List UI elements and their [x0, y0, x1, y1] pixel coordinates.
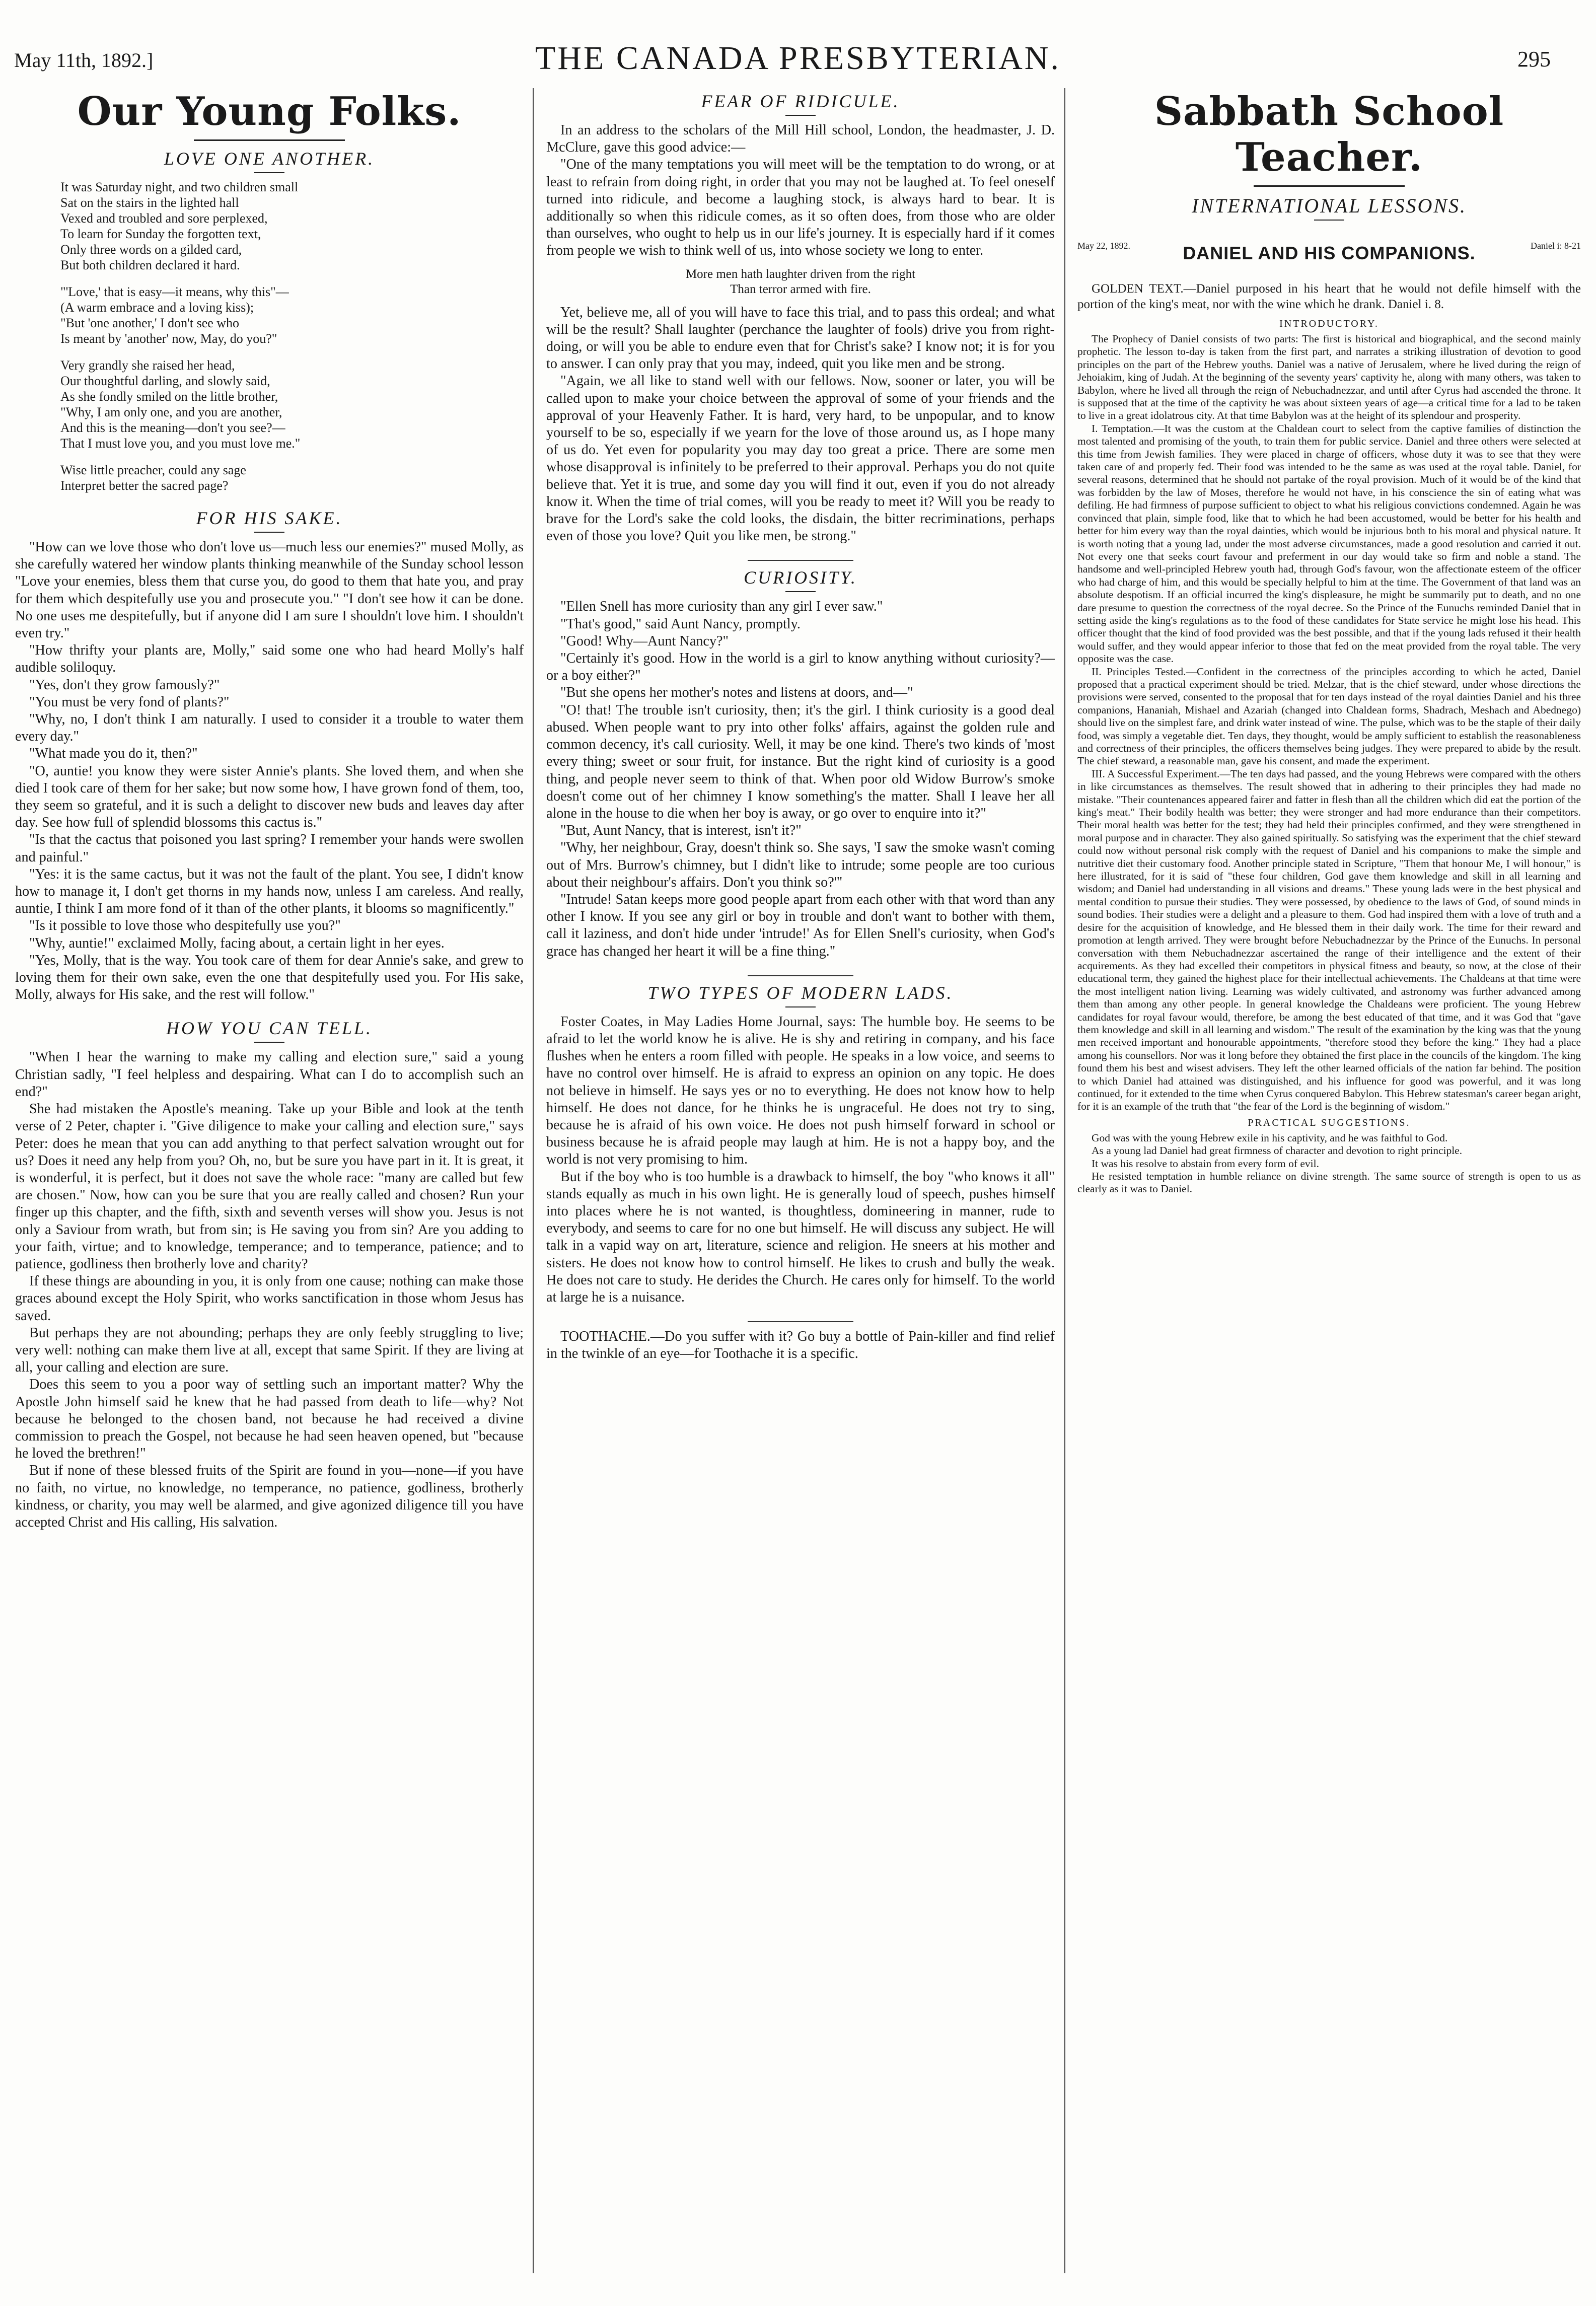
- issue-date: May 11th, 1892.]: [14, 49, 154, 71]
- lesson-date: May 22, 1892.: [1077, 241, 1130, 251]
- paragraph: "But she opens her mother's notes and listens at doors, and—": [560, 685, 913, 701]
- poem: [60, 179, 524, 493]
- paragraph: As a young lad Daniel had great firmness of character and devotion to right principle.: [1092, 1144, 1463, 1157]
- lesson-title: DANIEL AND HIS COMPANIONS.: [1183, 243, 1476, 263]
- poem-line: "'Love,' that is easy—it means, why this"—: [60, 284, 289, 299]
- quote-line: More men hath laughter driven from the right: [685, 267, 916, 281]
- paragraph: "That's good," said Aunt Nancy, promptly.: [560, 616, 801, 632]
- paragraph: "Good! Why—Aunt Nancy?": [560, 633, 729, 649]
- page-header: [0, 0, 1596, 76]
- column-divider: [1064, 88, 1065, 2273]
- poem-stanza: [60, 462, 524, 493]
- paragraph: "O, auntie! you know they were sister Annie's plants. She loved them, and when she died I took care of them for her sake; but now some how, I have grown fond of them, too, they seem so grateful, and it is such a delight to discover new buds and leaves day after day. See how full of splendid blossoms this cactus is.": [15, 763, 524, 831]
- paragraph: But perhaps they are not abounding; perhaps they are only feebly struggling to live; very well: nothing can make them live at all, except that same Spirit. If they are living at all, your calling and election are sure.: [15, 1325, 524, 1376]
- poem-stanza: [60, 179, 524, 273]
- paragraph: If these things are abounding in you, it is only from one cause; nothing can make those graces abound except the Holy Spirit, who works sanctification in those whom Jesus has saved.: [15, 1273, 524, 1324]
- poem-line: Wise little preacher, could any sage: [60, 463, 246, 477]
- article-title: TWO TYPES OF MODERN LADS.: [647, 982, 954, 1003]
- advertisement: TOOTHACHE.—Do you suffer with it? Go buy a bottle of Pain-killer and find relief in the twinkle of an eye—for Toothache it is a specific.: [546, 1329, 1055, 1362]
- lessons-subheading: INTERNATIONAL LESSONS.: [1191, 194, 1467, 217]
- paragraph: But if the boy who is too humble is a drawback to himself, the boy "who knows it all" stands equally as much in his own light. He is generally loud of speech, pushes himself into places where he is not wanted, is thoughtless, domineering in manner, rude to everybody, and seems to care for no one but himself. He will discuss any subject. He will talk in a vapid way on art, literature, science and religion. He sneers at his mother and sisters. He does not know how to control himself. He likes to crush and bully the weak. He does not care to study. He derides the Church. He cares only for himself. To the world at large he is a nuisance.: [546, 1169, 1055, 1305]
- paragraph: "Why, auntie!" exclaimed Molly, facing about, a certain light in her eyes.: [29, 935, 445, 951]
- section-rule: [748, 975, 853, 976]
- title-dash: [254, 532, 284, 533]
- paragraph: "Intrude! Satan keeps more good people apart from each other with that word than any other I know. If you see any girl or boy in trouble and don't want to bother with them, call it laziness, and don't hide under 'intrude!' As for Ellen Snell's curiosity, when God's grace has changed her heart it will be a fine thing.": [546, 891, 1055, 959]
- section-heading: Our Young Folks.: [77, 89, 462, 134]
- paragraph: "Why, her neighbour, Gray, doesn't think so. She says, 'I saw the smoke wasn't coming out of Mrs. Burrow's chimney, but I didn't like to intrude; some people are too curious about their neighbour's affairs. Don't you think so?'": [546, 840, 1055, 890]
- paragraph: "Why, no, I don't think I am naturally. I used to consider it a trouble to water them every day.": [15, 711, 524, 745]
- poem-stanza: [60, 284, 524, 346]
- paragraph: Foster Coates, in May Ladies Home Journal, says: The humble boy. He seems to be afraid to let the world know he is alive. He is shy and retiring in company, and his face flushes when he enters a room filled with people. He speaks in a low voice, and seems to have no control over himself. He is afraid to express an opinion on any topic. He does not believe in himself. He says yes or no to everything. He does not know how to help himself. He does not dance, for he thinks he is ungraceful. He does not try to sing, because he is afraid of his own voice. He does not push himself forward in school or business because he is afraid people may laugh at him. He is not a happy boy, and the world is not very promising to him.: [546, 1014, 1055, 1168]
- poem-line: And this is the meaning—don't you see?—: [60, 420, 285, 435]
- paragraph: She had mistaken the Apostle's meaning. Take up your Bible and look at the tenth verse of 2 Peter, chapter i. "Give diligence to make your calling and election sure," says Peter: does he mean that you can add anything to that perfect salvation wrought out for us? Does it need any help from you? Oh, no, but be sure you have part in it. It is great, it is wonderful, it is perfect, but it does not save the whole race: "many are called but few are chosen." Now, how can you be sure that you are really called and chosen? Run your finger up this chapter, and the fifth, sixth and seventh verses will show you. Jesus is not only a Saviour from wrath, but from sin; is He saving you from sin? Are you adding to your faith, virtue; and to knowledge, temperance; and to temperance, patience; and to patience, godliness then brotherly love and charity?: [15, 1101, 524, 1272]
- title-dash: [1314, 220, 1344, 221]
- paragraph: "What made you do it, then?": [29, 746, 198, 762]
- article-title: FEAR OF RIDICULE.: [701, 91, 900, 111]
- point-text: —The ten days had passed, and the young Hebrews were compared with the others in like circumstances as themselves. The result showed that in adhering to their principles they had made no mistake. "Their countenances appeared fairer and fatter in flesh than all the children which did eat the portion of the king's meat." Their bodily health was better; they were stronger and had more endurance than their competitors. Their moral health was better for the test; they had held their principles confirmed, and they were strengthened in moral purpose and in character. They also gained spiritually. So satisfying was the experiment that the chief steward could now without personal risk comply with the request of Daniel and his companions to make the simple and nutritive diet their customary food. Another principle stated in Scripture, "Them that honour Me, I will honour," is here illustrated, for it is said of "these four children, God gave them knowledge and skill in all learning and wisdom; and Daniel had understanding in all visions and dreams." These young lads were in the best physical and mental condition to pursue their studies. They were possessed, by obedience to the laws of God, of sound minds in sound bodies. Their studies were a delight and a pleasure to them. God had inspired them with a love of truth and a desire for the acquisition of knowledge, and He blessed them in their daily work. The time for their reward and promotion at length arrived. They were brought before Nebuchadnezzar by the Prince of the Eunuchs. In personal conversation with them Nebuchadnezzar ascertained the range of their intelligence and the extent of their acquirements. As they had excelled their competitors in physical fitness and beauty, so now, at the close of their educational term, they gained the highest place for their intellectual achievements. The Chaldeans at that time were the most intelligent nation living. Learning was widely cultivated, and astronomy was further advanced among them than among any other people. In general knowledge the Chaldeans were proficient. The young Hebrew candidates for royal favour would, therefore, be among the best educated of that time, and it was God that "gave them knowledge and skill in all learning and wisdom." The result of the examination by the king was that the young men received important and honourable appointments, "therefore stood they before the king." They had a place among his counsellors. Nor was it long before they obtained the first place in the councils of the kingdom. The king found them his best and wisest advisers. They left the other learned officials of the nation far behind. The position to which Daniel had attained was distinguished, and his influence for good was powerful, and it was long continued, for it extended to the time when Cyrus conquered Babylon. This Hebrew statesman's career began aright, for it is an example of the truth that "the fear of the Lord is the beginning of wisdom.": [1077, 767, 1581, 1113]
- paragraph: "Again, we all like to stand well with our fellows. Now, sooner or later, you will be called upon to make your choice between the approval of some of your friends and the approval of your Heavenly Father. It is hard, very hard, to be unpopular, and to know yourself to be so, especially if we yearn for the love of those around us, as I hope many of us do. Yet even for popularity you may day too great a price. There are some men whose disapproval is infinitely to be preferred to their approval. Perhaps you do not quite believe that. Yet it is true, and some day you will find it out, even if you do not already know it. When the time of trial comes, will you be ready to meet it? Will you be ready to brave for the Lord's sake the cold looks, the disdain, the bitter recriminations, perhaps even of those you love? Quit you like men, be strong.": [546, 373, 1055, 544]
- paragraph: "One of the many temptations you will meet will be the temptation to do wrong, or at least to refrain from doing right, in order that you may not be laughed at. To feel oneself turned into ridicule, and become a laughing stock, is always hard to bear. It is additionally so when this ridicule comes, as it so often does, from those who are older than ourselves, who ought to help us in our life's journey. It is especially hard if it comes from people we wish to think well of us, into whose society we long to enter.: [546, 157, 1055, 259]
- poem-line: Our thoughtful darling, and slowly said,: [60, 374, 270, 388]
- poem-line: Very grandly she raised her head,: [60, 358, 235, 373]
- paragraph: It was his resolve to abstain from every form of evil.: [1092, 1157, 1319, 1170]
- poem-title: LOVE ONE ANOTHER.: [164, 149, 375, 169]
- title-dash: [785, 1006, 816, 1007]
- heading-rule: [194, 139, 345, 141]
- point-text: —It was the custom at the Chaldean court to select from the captive families of distinction the most talented and promising of the youth, to train them for public service. Daniel and three others were selected at this time from Jewish families. They were placed in charge of officers, whose duty it was to see that they were taken care of and properly fed. Their food was intended to be the same as was used at the royal table. Daniel, for several reasons, determined that he should not partake of the royal provision. Much of it would be of the kind that was forbidden by the law of Moses, therefore he would not have, in his conscience the sin of eating what was defiling. He had firmness of purpose sufficient to object to what his religious convictions condemned. Again he was convinced that plain, simple food, like that to which he had been accustomed, would be better for his health and better for him every way than the royal dainties, which would be injurious both to his moral and physical nature. It is worth noting that a young lad, under the most adverse circumstances, made a good resolution and carried it out. Not every one that seeks court favour and preferment in our day would take so firm and noble a stand. The handsome and well-principled Hebrew youth had, through God's favour, won the affectionate esteem of the officer who had charge of him, and this would be specially helpful to him at the time. The Government of that land was an absolute despotism. If an official incurred the king's displeasure, he might be summarily put to death, and no one dare presume to question the correctness of the royal decree. So the Prince of the Eunuchs reminded Daniel that in setting aside the king's regulations as to the food of these candidates for State service he might lose his head. This officer thought that the kind of food provided was the best possible, and that if the young lads refused it their health would suffer, and they would appear inferior to those that fed on the meat provided from the royal table. The very opposite was the case.: [1077, 422, 1581, 665]
- paragraph: [1077, 666, 1581, 768]
- quote-line: Than terror armed with fire.: [730, 282, 871, 296]
- poem-stanza: [60, 357, 524, 451]
- title-dash: [254, 1042, 284, 1043]
- paragraph: Yet, believe me, all of you will have to face this trial, and to pass this ordeal; and what will be the result? Shall laughter (perchance the laughter of fools) drive you from right-doing, or will you be able to endure even that for Christ's sake? I know not; it is for you to answer. I can only pray that you may, indeed, quit you like men and be strong.: [546, 304, 1055, 372]
- paragraph: He resisted temptation in humble reliance on divine strength. The same source of strength is open to us as clearly as it was to Daniel.: [1077, 1170, 1581, 1195]
- poem-line: "Why, I am only one, and you are another,: [60, 405, 282, 419]
- poem-line: As she fondly smiled on the little brother,: [60, 389, 278, 404]
- poem-line: Is meant by 'another' now, May, do you?": [60, 331, 277, 346]
- article-title: FOR HIS SAKE.: [196, 508, 343, 528]
- paragraph: "Is it possible to love those who despitefully use you?": [29, 918, 341, 934]
- paragraph: [1077, 422, 1581, 666]
- column-divider: [533, 88, 534, 2273]
- point-heading: I. Temptation.: [1092, 422, 1153, 435]
- page-number: 295: [1517, 47, 1551, 71]
- poem-line: (A warm embrace and a loving kiss);: [60, 300, 254, 315]
- heading-rule: [1254, 185, 1405, 187]
- paragraph: In an address to the scholars of the Mill Hill school, London, the headmaster, J. D. McClure, gave this good advice:—: [546, 122, 1055, 156]
- paragraph: "Yes, don't they grow famously?": [29, 677, 220, 693]
- paragraph: "Is that the cactus that poisoned you last spring? I remember your hands were swollen and painful.": [15, 832, 524, 865]
- paragraph: "O! that! The trouble isn't curiosity, then; it's the girl. I think curiosity is a good deal abused. When people want to pry into other folks' affairs, against the golden rule and common decency, it's call curiosity. Well, it may be one kind. There's two kinds of 'most every thing; sweet or sour fruit, for instance. But the right kind of curiosity is a good thing, and people never seem to think of that. When poor old Widow Burrow's smoke doesn't come out of her chimney I know something's the matter. Shall I leave her all alone in the house to die when her boy is away, or go over to enquire into it?": [546, 702, 1055, 821]
- point-heading: III. A Successful Experiment.: [1092, 767, 1220, 780]
- title-dash: [254, 172, 284, 173]
- paragraph: "Ellen Snell has more curiosity than any girl I ever saw.": [560, 599, 883, 615]
- verse-quote: [546, 267, 1055, 297]
- section-heading: Sabbath School Teacher.: [1154, 89, 1504, 180]
- paragraph: "But, Aunt Nancy, that is interest, isn't it?": [560, 823, 802, 839]
- paragraph: "Certainly it's good. How in the world is a girl to know anything without curiosity?—or a boy either?": [546, 651, 1055, 684]
- subheading: INTRODUCTORY.: [1279, 318, 1379, 329]
- point-text: —Confident in the correctness of the principles according to which he acted, Daniel proposed that a practical experiment should be tried. Melzar, that is the chief steward, under whose directions the provisions were served, consented to the proposal that for ten days instead of the royal dainties Daniel and his three companions, Hananiah, Mishael and Azariah (changed into Chaldean forms, Shadrach, Meshach and Abednego) should live on the simplest fare, and drink water instead of wine. The pulse, which was to be the staple of their daily food, was simply a vegetable diet. Ten days, they thought, would be amply sufficient to establish the reasonableness and correctness of their principles, the officers themselves being judges. They were prepared to abide by the result. The chief steward, a reasonable man, gave his consent, and made the experiment.: [1077, 665, 1581, 767]
- column-young-folks: [15, 86, 524, 2276]
- point-heading: II. Principles Tested.: [1092, 665, 1186, 678]
- poem-line: Only three words on a gilded card,: [60, 242, 242, 257]
- poem-line: That I must love you, and you must love me.": [60, 436, 301, 451]
- poem-line: Vexed and troubled and sore perplexed,: [60, 211, 268, 226]
- poem-line: Sat on the stairs in the lighted hall: [60, 195, 239, 210]
- poem-line: "But 'one another,' I don't see who: [60, 316, 240, 330]
- poem-line: It was Saturday night, and two children small: [60, 180, 299, 194]
- paragraph: God was with the young Hebrew exile in his captivity, and he was faithful to God.: [1092, 1131, 1448, 1144]
- lesson-header: [1077, 238, 1581, 281]
- paragraph: "How thrifty your plants are, Molly," said some one who had heard Molly's half audible soliloquy.: [15, 642, 524, 676]
- golden-text: GOLDEN TEXT.—Daniel purposed in his heart that he would not defile himself with the portion of the king's meat, nor with the wine which he drank. Daniel i. 8.: [1077, 282, 1581, 311]
- paragraph: "Yes: it is the same cactus, but it was not the fault of the plant. You see, I didn't know how to manage it, I don't get thorns in my hands now, unless I am careless. And really, auntie, I think I am more fond of it than of the other plants, it blooms so magnificently.": [15, 866, 524, 917]
- paragraph: "When I hear the warning to make my calling and election sure," said a young Christian sadly, "I feel helpless and despairing. What can I do to accomplish such an end?": [15, 1049, 524, 1100]
- paragraph: Does this seem to you a poor way of settling such an important matter? Why the Apostle John himself said he knew that he had passed from death to life—why? Not because he belonged to the chosen band, not because he had received a divine commission to preach the Gospel, not because he had seen heaven opened, but "because he loved the brethren!": [15, 1377, 524, 1462]
- article-title: HOW YOU CAN TELL.: [166, 1018, 373, 1039]
- paragraph: [1077, 768, 1581, 1113]
- title-dash: [785, 115, 816, 116]
- section-rule: [748, 1321, 853, 1322]
- paragraph: "How can we love those who don't love us—much less our enemies?" mused Molly, as she carefully watered her window plants thinking meanwhile of the Sunday school lesson "Love your enemies, bless them that curse you, do good to them that hate you, and pray for them which despitefully use you and prosecute you." "I don't see how it can be done. No one uses me despitefully, but if anyone did I am sure I shouldn't love him. I shouldn't even try.": [15, 539, 524, 641]
- poem-line: But both children declared it hard.: [60, 258, 240, 272]
- title-dash: [785, 591, 816, 592]
- article-title: CURIOSITY.: [744, 567, 857, 588]
- paragraph: The Prophecy of Daniel consists of two parts: The first is historical and biographical, and the second mainly prophetic. The lesson to-day is taken from the first part, and narrates a striking illustration of devotion to good principles on the part of the Hebrew youths. Daniel was a native of Jerusalem, where he lived during the reign of Jehoiakim, king of Judah. At the beginning of the seventy years' captivity he, along with many others, was taken to Babylon, where he lived all through the reign of Nebuchadnezzar, and until after Cyrus had ascended the throne. It is supposed that at the time of the captivity he was about sixteen years of age—a critical time for a lad to be taken to live in a great idolatrous city. At that time Babylon was at the height of its splendour and prosperity.: [1077, 333, 1581, 422]
- section-rule: [748, 560, 853, 561]
- paragraph: But if none of these blessed fruits of the Spirit are found in you—none—if you have no faith, no virtue, no knowledge, no temperance, no patience, godliness, brotherly kindness, or charity, you may well be alarmed, and give agonized diligence till you have accepted Christ and His calling, His salvation.: [15, 1463, 524, 1530]
- lesson-reference: Daniel i: 8-21: [1531, 241, 1581, 251]
- column-sabbath-school: [1077, 86, 1581, 2276]
- column-articles: [546, 86, 1055, 2276]
- subheading: PRACTICAL SUGGESTIONS.: [1248, 1117, 1411, 1128]
- poem-line: To learn for Sunday the forgotten text,: [60, 227, 261, 241]
- paragraph: "Yes, Molly, that is the way. You took care of them for dear Annie's sake, and grew to loving them for their own sake, even the one that despitefully used you. For His sake, Molly, always for His sake, and the rest will follow.": [15, 952, 524, 1003]
- paragraph: "You must be very fond of plants?": [29, 694, 230, 710]
- masthead-title: THE CANADA PRESBYTERIAN.: [535, 40, 1061, 77]
- poem-line: Interpret better the sacred page?: [60, 478, 229, 493]
